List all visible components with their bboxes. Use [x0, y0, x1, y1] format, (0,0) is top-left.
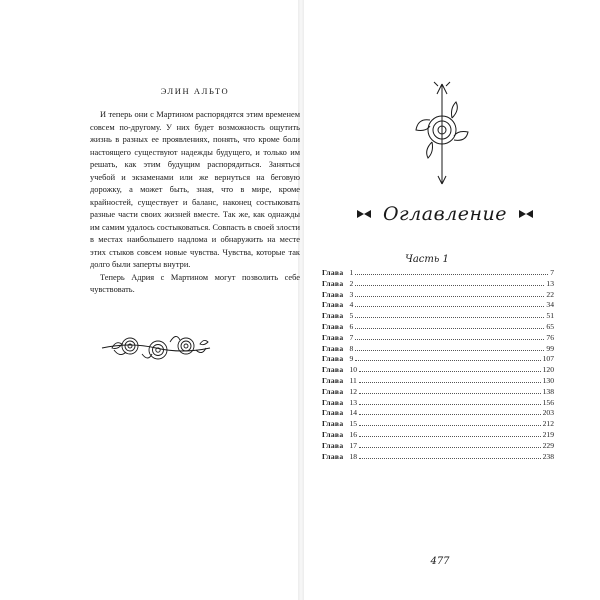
- chapter-word: Глава: [322, 321, 344, 331]
- chapter-number: 12: [349, 386, 358, 396]
- chapter-word: Глава: [322, 300, 344, 310]
- chapter-word: Глава: [322, 268, 344, 277]
- leader-dots: [359, 407, 541, 415]
- chapter-page: 120: [542, 365, 554, 375]
- leader-dots: [355, 267, 548, 275]
- chapter-number: 3: [349, 289, 354, 299]
- chapter-page: 34: [546, 300, 554, 310]
- leader-dots: [359, 375, 541, 383]
- leader-dots: [355, 278, 544, 286]
- arrow-rose-icon: [410, 80, 474, 190]
- leader-dots: [355, 289, 544, 297]
- chapter-word: Глава: [322, 386, 344, 396]
- chapter-number: 10: [349, 365, 358, 375]
- toc-list: [322, 267, 554, 461]
- chapter-page: 13: [546, 278, 554, 288]
- body-text: [90, 109, 300, 297]
- toc-entry[interactable]: [322, 440, 554, 451]
- chapter-number: 15: [349, 419, 358, 429]
- chapter-page: 156: [542, 397, 554, 407]
- chapter-word: Глава: [322, 408, 344, 418]
- chapter-word: Глава: [322, 311, 344, 321]
- toc-entry[interactable]: [322, 310, 554, 321]
- chapter-page: 138: [542, 386, 554, 396]
- toc-entry[interactable]: [322, 353, 554, 364]
- leader-dots: [355, 299, 544, 307]
- chapter-number: 6: [349, 321, 354, 331]
- toc-entry[interactable]: [322, 321, 554, 332]
- chapter-word: Глава: [322, 397, 344, 407]
- chapter-word: Глава: [322, 289, 344, 299]
- toc-entry[interactable]: [322, 299, 554, 310]
- bow-icon: [355, 208, 373, 220]
- chapter-number: 17: [349, 440, 358, 450]
- leader-dots: [355, 321, 544, 329]
- chapter-word: Глава: [322, 354, 344, 364]
- chapter-page: 212: [542, 419, 554, 429]
- chapter-page: 7: [550, 268, 554, 277]
- leader-dots: [355, 310, 544, 318]
- toc-entry[interactable]: [322, 332, 554, 343]
- toc-entry[interactable]: [322, 343, 554, 354]
- leader-dots: [355, 353, 540, 361]
- toc-entry[interactable]: [322, 289, 554, 300]
- running-head: ЭЛИН АЛЬТО: [160, 86, 230, 96]
- chapter-number: 18: [349, 451, 358, 461]
- toc-title: Оглавление: [382, 203, 507, 225]
- chapter-number: 13: [349, 397, 358, 407]
- rose-vine-icon: [100, 328, 212, 368]
- toc-entry[interactable]: [322, 375, 554, 386]
- toc-entry[interactable]: [322, 451, 554, 462]
- leader-dots: [359, 364, 541, 372]
- chapter-page: 99: [546, 343, 554, 353]
- toc-entry[interactable]: [322, 397, 554, 408]
- chapter-page: 51: [546, 311, 554, 321]
- part-label: Часть 1: [405, 254, 449, 265]
- paragraph-2: Теперь Адрия с Мартином могут позволить себе чувствовать.: [90, 272, 300, 294]
- chapter-word: Глава: [322, 419, 344, 429]
- chapter-page: 130: [542, 375, 554, 385]
- chapter-word: Глава: [322, 365, 344, 375]
- toc-entry[interactable]: [322, 429, 554, 440]
- bow-icon: [517, 208, 535, 220]
- toc-entry[interactable]: [322, 386, 554, 397]
- chapter-number: 9: [349, 354, 354, 364]
- chapter-page: 219: [542, 429, 554, 439]
- chapter-page: 76: [546, 332, 554, 342]
- chapter-word: Глава: [322, 343, 344, 353]
- chapter-page: 107: [542, 354, 554, 364]
- chapter-word: Глава: [322, 278, 344, 288]
- leader-dots: [359, 386, 541, 394]
- toc-entry[interactable]: [322, 364, 554, 375]
- chapter-word: Глава: [322, 332, 344, 342]
- paragraph-1: И теперь они с Мартином распорядятся этим временем совсем по-другому. У них будет возможность ощутить жизнь в разных ее проявлениях, понять, что кроме боли настоящего существуют надежды будущего, и только им решать, как этим будущим распорядиться. Заняться учебой и экзаменами или же вернуться на беговую дорожку, а может быть, зная, что в мире, кроме крайностей, существует и баланс, наконец состыковать разные части своих жизней вместе. Так же, как однажды им самим удалось состыковаться. Совпасть в своей злости в местах наибольшего надлома и обнаружить на месте этих стыков совсем новые чувства. Чувства, которые так долго были заперты внутри.: [90, 110, 300, 269]
- leader-dots: [359, 418, 541, 426]
- chapter-word: Глава: [322, 451, 344, 461]
- chapter-number: 11: [349, 375, 357, 385]
- chapter-word: Глава: [322, 375, 344, 385]
- toc-header: [350, 200, 540, 228]
- toc-entry[interactable]: [322, 267, 554, 278]
- toc-entry[interactable]: [322, 278, 554, 289]
- leader-dots: [359, 397, 541, 405]
- toc-entry[interactable]: [322, 407, 554, 418]
- chapter-page: 238: [542, 451, 554, 461]
- leader-dots: [359, 451, 541, 459]
- toc-entry[interactable]: [322, 418, 554, 429]
- chapter-number: 8: [349, 343, 354, 353]
- chapter-page: 65: [546, 321, 554, 331]
- chapter-number: 16: [349, 429, 358, 439]
- leader-dots: [359, 429, 541, 437]
- chapter-word: Глава: [322, 440, 344, 450]
- chapter-number: 5: [349, 311, 354, 321]
- chapter-page: 22: [546, 289, 554, 299]
- chapter-page: 203: [542, 408, 554, 418]
- leader-dots: [355, 332, 544, 340]
- chapter-number: 7: [349, 332, 354, 342]
- leader-dots: [355, 343, 544, 351]
- leader-dots: [359, 440, 541, 448]
- chapter-word: Глава: [322, 429, 344, 439]
- chapter-number: 2: [349, 278, 354, 288]
- chapter-number: 4: [349, 300, 354, 310]
- page-number: 477: [430, 556, 450, 567]
- chapter-page: 229: [542, 440, 554, 450]
- chapter-number: 1: [349, 268, 354, 277]
- chapter-number: 14: [349, 408, 358, 418]
